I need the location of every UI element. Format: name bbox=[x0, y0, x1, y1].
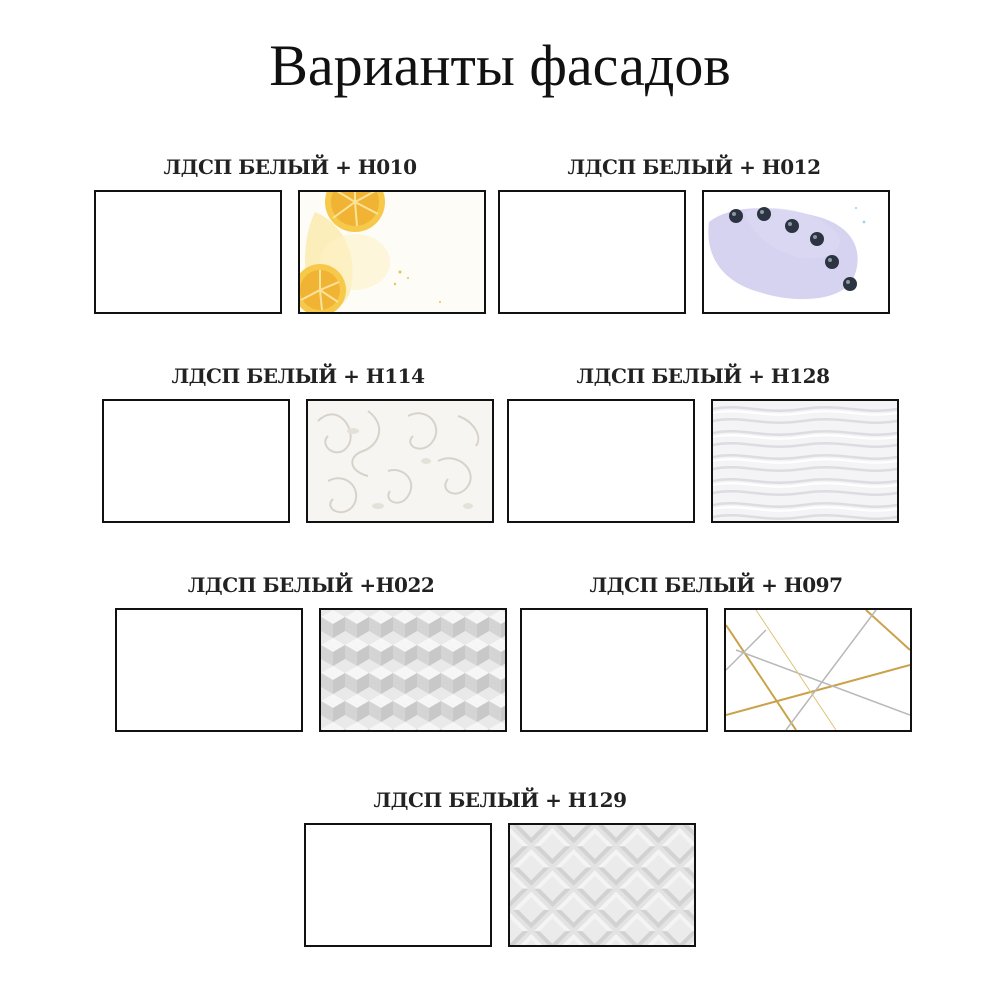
facade-option-h012 bbox=[498, 154, 890, 334]
facade-label: ЛДСП БЕЛЫЙ +Н022 bbox=[187, 573, 435, 597]
facade-option-h097 bbox=[520, 572, 912, 752]
facade-option-h022 bbox=[115, 572, 507, 752]
waves-icon bbox=[711, 399, 899, 523]
facade-label: ЛДСП БЕЛЫЙ + Н012 bbox=[567, 155, 821, 179]
facade-option-h010 bbox=[94, 154, 486, 334]
white-panel bbox=[94, 190, 282, 314]
facade-label: ЛДСП БЕЛЫЙ + Н010 bbox=[163, 155, 417, 179]
pearls-watercolor-icon bbox=[702, 190, 890, 314]
page-title: Варианты фасадов bbox=[269, 33, 731, 98]
white-panel bbox=[507, 399, 695, 523]
white-panel bbox=[520, 608, 708, 732]
facade-label: ЛДСП БЕЛЫЙ + Н114 bbox=[171, 364, 425, 388]
diamond-3d-icon bbox=[508, 823, 696, 947]
gold-lines-icon bbox=[724, 608, 912, 732]
floral-ornament-icon bbox=[306, 399, 494, 523]
facade-option-h128 bbox=[507, 363, 899, 543]
facade-option-h129 bbox=[304, 787, 696, 967]
facade-label: ЛДСП БЕЛЫЙ + Н097 bbox=[589, 573, 843, 597]
facade-label: ЛДСП БЕЛЫЙ + Н129 bbox=[373, 788, 627, 812]
white-panel bbox=[498, 190, 686, 314]
white-panel bbox=[304, 823, 492, 947]
white-panel bbox=[115, 608, 303, 732]
lemon-icon bbox=[298, 190, 486, 314]
facade-option-h114 bbox=[102, 363, 494, 543]
facade-label: ЛДСП БЕЛЫЙ + Н128 bbox=[576, 364, 830, 388]
hexagon-3d-icon bbox=[319, 608, 507, 732]
white-panel bbox=[102, 399, 290, 523]
